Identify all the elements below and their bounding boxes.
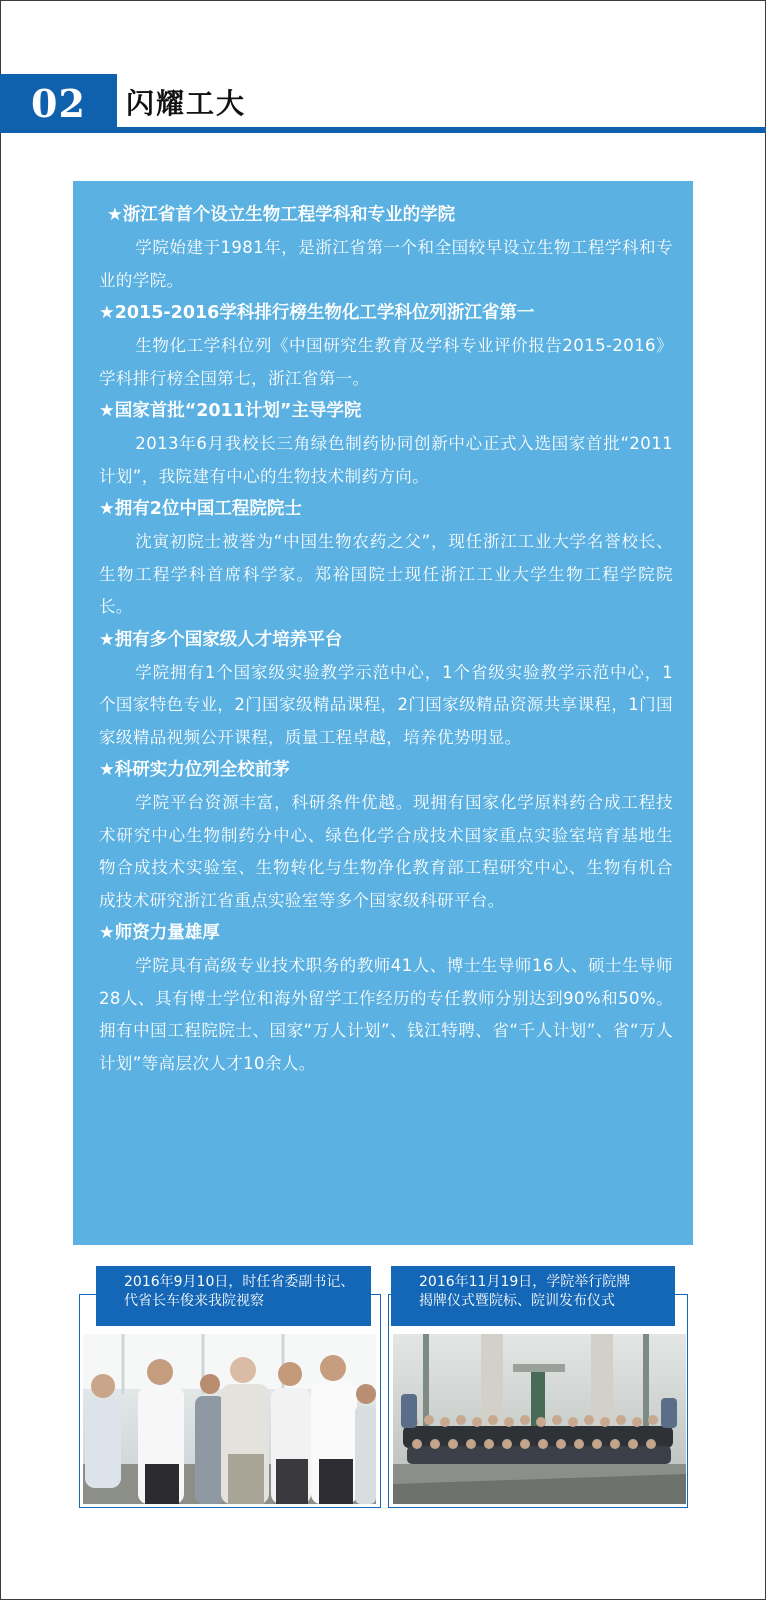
caption-right-line2: 揭牌仪式暨院标、院训发布仪式 [419,1293,615,1309]
header-rule [117,127,766,133]
section-heading: ★2015-2016学科排行榜生物化工学科位列浙江省第一 [99,303,535,323]
section-body: 2013年6月我校长三角绿色制药协同创新中心正式入选国家首批“2011计划”，我院建有中心的生物技术制药方向。 [99,434,673,486]
highlight-section [99,395,673,493]
section-heading: ★科研实力位列全校前茅 [99,760,290,780]
highlight-section [99,754,673,917]
highlight-section [99,624,673,755]
section-body: 学院平台资源丰富，科研条件优越。现拥有国家化学原料药合成工程技术研究中心生物制药分中心、绿色化学合成技术国家重点实验室培育基地生物合成技术实验室、生物转化与生物净化教育部工程研究中心、生物有机合成技术研究浙江省重点实验室等多个国家级科研平台。 [99,793,673,910]
highlights-panel [73,181,693,1245]
section-heading: ★师资力量雄厚 [99,923,220,943]
caption-left [96,1266,371,1326]
section-number: 02 [0,74,117,133]
caption-left-line2: 代省长车俊来我院视察 [124,1293,264,1309]
section-heading: ★拥有多个国家级人才培养平台 [99,629,343,650]
section-body: 学院拥有1个国家级实验教学示范中心，1个省级实验教学示范中心，1个国家特色专业，2门国家级精品课程，2门国家级精品资源共享课程，1门国家级精品视频公开课程，质量工程卓越，培养优势明显。 [99,662,673,747]
highlight-section [99,493,673,624]
photo-visit [83,1334,376,1504]
caption-right [391,1266,675,1326]
section-title: 闪耀工大 [126,87,247,120]
highlight-section [99,917,673,1080]
caption-left-line1: 2016年9月10日，时任省委副书记、 [124,1274,355,1290]
section-body: 学院具有高级专业技术职务的教师41人、博士生导师16人、硕士生导师28人、具有博士学位和海外留学工作经历的专任教师分别达到90%和50%。拥有中国工程院院士、国家“万人计划”、钱江特聘、省“千人计划”、省“万人计划”等高层次人才10余人。 [99,956,673,1073]
highlight-section [99,297,673,395]
highlight-section [99,199,673,297]
section-body: 生物化工学科位列《中国研究生教育及学科专业评价报告2015-2016》学科排行榜全国第七，浙江省第一。 [99,336,673,388]
section-body: 沈寅初院士被誉为“中国生物农药之父”，现任浙江工业大学名誉校长、生物工程学科首席科学家。郑裕国院士现任浙江工业大学生物工程学院院长。 [99,532,673,616]
section-body: 学院始建于1981年，是浙江省第一个和全国较早设立生物工程学科和专业的学院。 [99,238,673,290]
section-heading: ★浙江省首个设立生物工程学科和专业的学院 [107,205,456,225]
section-heading: ★拥有2位中国工程院院士 [99,499,302,519]
photo-group [393,1334,686,1504]
section-heading: ★国家首批“2011计划”主导学院 [99,401,362,421]
caption-right-line1: 2016年11月19日，学院举行院牌 [419,1274,631,1290]
